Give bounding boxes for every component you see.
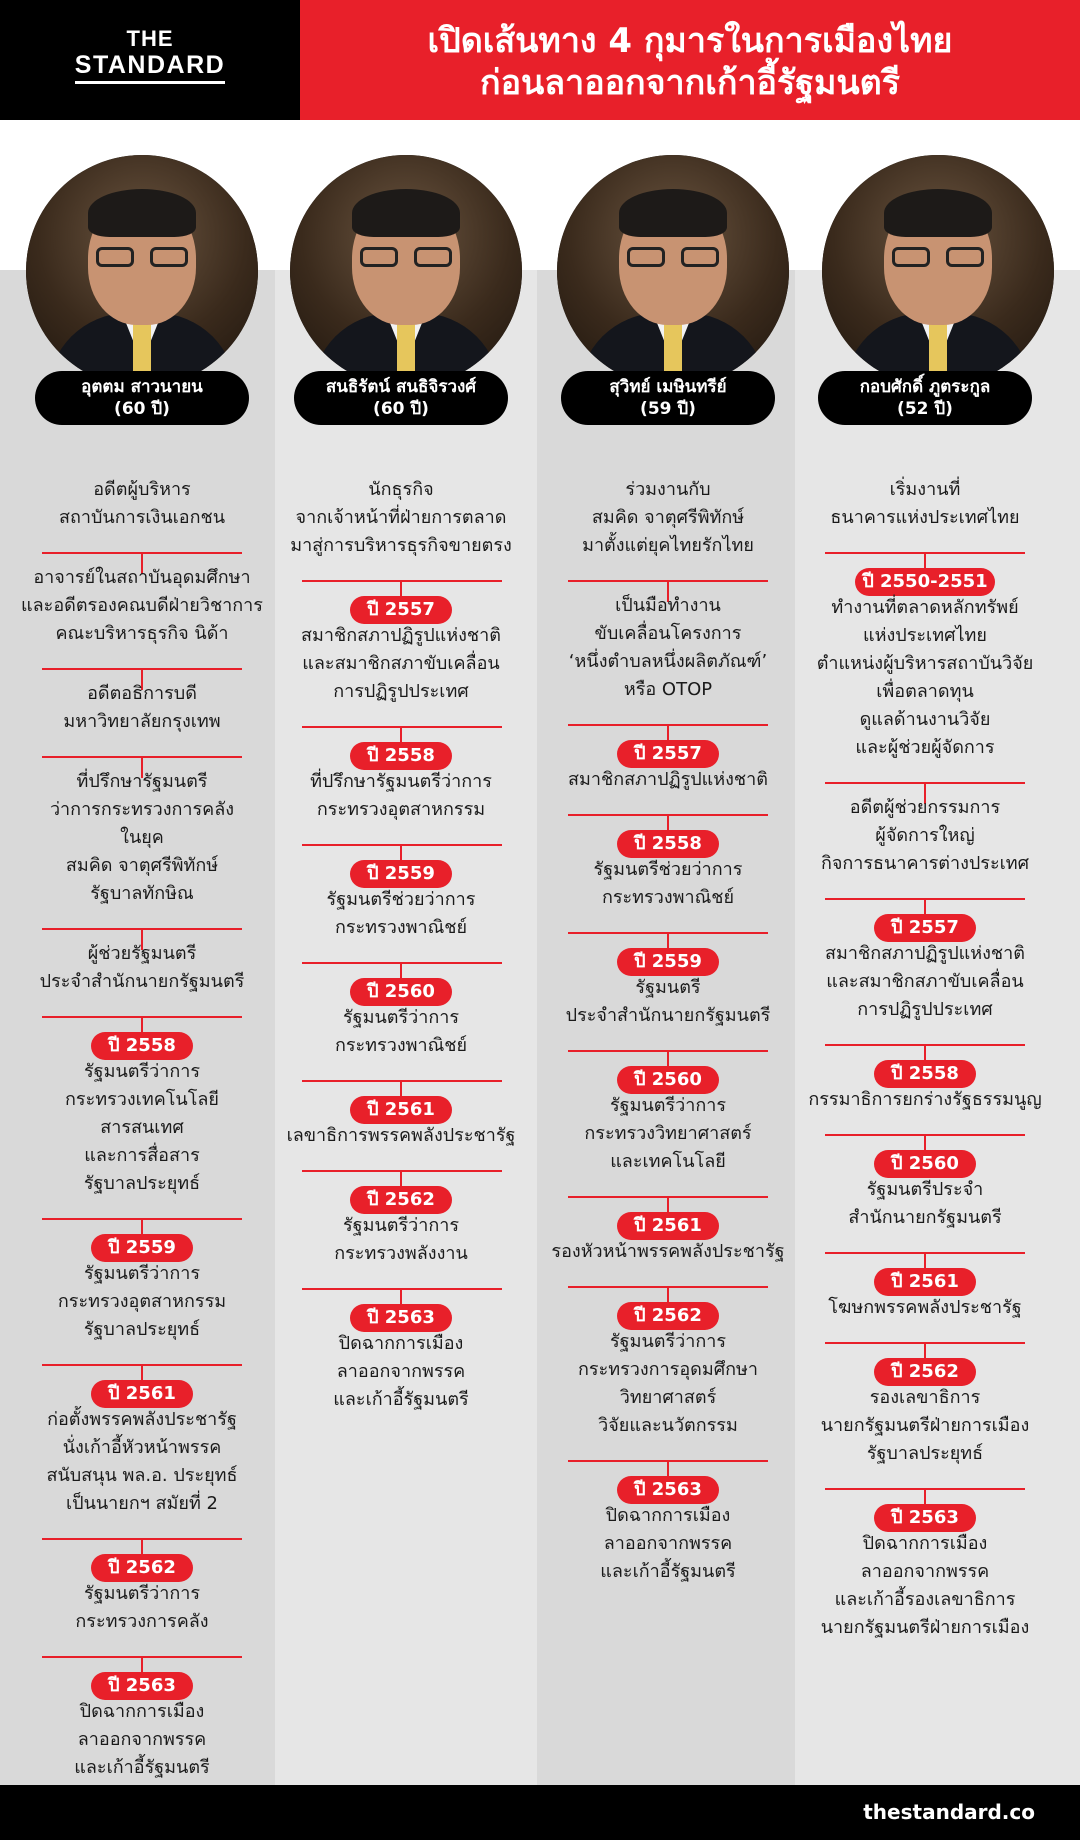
timeline-entry-line: วิทยาศาสตร์ — [619, 1387, 717, 1408]
timeline-entry-line: ที่ปรึกษารัฐมนตรี — [76, 771, 208, 792]
footer — [0, 1785, 1080, 1840]
timeline-entry-line: สมาชิกสภาปฏิรูปแห่งชาติ — [825, 943, 1025, 964]
year-badge: ปี 2559 — [350, 860, 452, 888]
year-badge: ปี 2558 — [350, 742, 452, 770]
timeline-entry-line: กระทรวงการคลัง — [75, 1611, 209, 1632]
timeline-entry — [528, 1238, 808, 1266]
timeline-entry-line: ‘หนึ่งตำบลหนึ่งผลิตภัณฑ์’ — [568, 651, 768, 672]
year-badge: ปี 2562 — [617, 1302, 719, 1330]
glasses-lens — [96, 247, 134, 267]
year-badge: ปี 2562 — [350, 1186, 452, 1214]
timeline-entry — [528, 766, 808, 794]
glasses-lens — [150, 247, 188, 267]
person-name-label — [818, 371, 1032, 425]
timeline-entry — [785, 794, 1065, 878]
portrait-glasses — [360, 247, 452, 269]
person-name-label — [294, 371, 508, 425]
timeline-entry-line: กระทรวงวิทยาศาสตร์ — [584, 1123, 752, 1144]
timeline-entry-line: และสมาชิกสภาขับเคลื่อน — [826, 971, 1024, 992]
timeline-entry-line: ทำงานที่ตลาดหลักทรัพย์ — [831, 597, 1019, 618]
person-name: กอบศักดิ์ ภูตระกูล — [859, 377, 991, 397]
timeline-entry — [2, 768, 282, 908]
timeline-entry-line: รัฐมนตรีว่าการ — [342, 1007, 459, 1028]
timeline-entry — [2, 476, 282, 532]
timeline-entry — [528, 1092, 808, 1176]
year-badge: ปี 2558 — [874, 1060, 976, 1088]
timeline-entry-line: รัฐมนตรีว่าการ — [83, 1061, 200, 1082]
timeline-entry-line: ลาออกจากพรรค — [603, 1533, 733, 1554]
title-block — [300, 0, 1080, 120]
timeline-entry-line: สนับสนุน พล.อ. ประยุทธ์ — [46, 1465, 238, 1486]
timeline-entry-line: เพื่อตลาดทุน — [876, 681, 974, 702]
timeline-entry-line: กระทรวงพาณิชย์ — [601, 887, 735, 908]
timeline-entry-line: อดีตผู้ช่วยกรรมการ — [849, 797, 1001, 818]
timeline-divider — [302, 962, 502, 964]
timeline-entry-line: รัฐมนตรีช่วยว่าการ — [326, 889, 476, 910]
timeline-entry-line: สำนักนายกรัฐมนตรี — [848, 1207, 1002, 1228]
portrait-glasses — [892, 247, 984, 269]
timeline-entry-line: กระทรวงเทคโนโลยี — [65, 1089, 219, 1110]
timeline-entry-line: และเก้าอี้รัฐมนตรี — [333, 1389, 469, 1410]
timeline-entry — [528, 856, 808, 912]
timeline-entry-line: และเก้าอี้รองเลขาธิการ — [834, 1589, 1016, 1610]
timeline-entry-line: ธนาคารแห่งประเทศไทย — [830, 507, 1020, 528]
timeline-entry — [2, 1058, 282, 1198]
timeline-entry-line: คณะบริหารธุรกิจ นิด้า — [55, 623, 229, 644]
timeline-entry-line: ที่ปรึกษารัฐมนตรีว่าการ — [310, 771, 492, 792]
glasses-lens — [946, 247, 984, 267]
timeline-entry-line: รัฐมนตรีว่าการ — [83, 1583, 200, 1604]
timeline-entry-line: กระทรวงการอุดมศึกษา — [578, 1359, 758, 1380]
timeline-entry-line: วิจัยและนวัตกรรม — [598, 1415, 738, 1436]
timeline-entry-line: ลาออกจากพรรค — [77, 1729, 207, 1750]
year-badge: ปี 2561 — [91, 1380, 193, 1408]
timeline-entry-line: เริ่มงานที่ — [889, 479, 961, 500]
timeline-entry-line: มาตั้งแต่ยุคไทยรักไทย — [582, 535, 754, 556]
timeline-entry-line: รัฐมนตรี — [635, 977, 701, 998]
year-badge: ปี 2563 — [91, 1672, 193, 1700]
timeline-entry-line: รัฐบาลประยุทธ์ — [83, 1319, 201, 1340]
timeline-entry — [2, 1580, 282, 1636]
timeline-entry-line: ผู้ช่วยรัฐมนตรี — [87, 943, 197, 964]
year-badge: ปี 2559 — [91, 1234, 193, 1262]
brand-logo[interactable] — [0, 28, 300, 84]
timeline-entry-line: ในยุค — [120, 827, 164, 848]
timeline-entry — [261, 1212, 541, 1268]
timeline-entry-line: สมาชิกสภาปฏิรูปแห่งชาติ — [301, 625, 501, 646]
timeline-entry — [785, 1384, 1065, 1468]
timeline-divider — [302, 1288, 502, 1290]
timeline-divider — [302, 580, 502, 582]
timeline-entry-line: กระทรวงพาณิชย์ — [334, 917, 468, 938]
year-badge: ปี 2563 — [350, 1304, 452, 1332]
year-badge: ปี 2558 — [91, 1032, 193, 1060]
timeline-divider — [302, 844, 502, 846]
portrait-hair — [619, 189, 727, 237]
timeline-entry-line: และเทคโนโลยี — [610, 1151, 726, 1172]
timeline-entry-line: การปฏิรูปประเทศ — [333, 681, 469, 702]
timeline-divider — [302, 1080, 502, 1082]
timeline-entry — [785, 594, 1065, 762]
timeline-entry-line: อาจารย์ในสถาบันอุดมศึกษา — [33, 567, 251, 588]
timeline-entry-line: ดูแลด้านงานวิจัย — [859, 709, 991, 730]
portrait-glasses — [627, 247, 719, 269]
footer-site-link[interactable]: thestandard.co — [863, 1800, 1035, 1824]
timeline-entry — [528, 1502, 808, 1586]
person-name-label — [561, 371, 775, 425]
timeline-entry — [261, 622, 541, 706]
glasses-lens — [627, 247, 665, 267]
portrait-hair — [884, 189, 992, 237]
timeline-entry-line: หรือ OTOP — [623, 679, 713, 700]
portrait-hair — [352, 189, 460, 237]
brand-block — [0, 0, 300, 120]
timeline-entry-line: มาสู่การบริหารธุรกิจขายตรง — [290, 535, 512, 556]
timeline-entry-line: แห่งประเทศไทย — [863, 625, 987, 646]
timeline-entry-line: กระทรวงอุตสาหกรรม — [316, 799, 486, 820]
timeline-entry-line: รัฐมนตรีว่าการ — [83, 1263, 200, 1284]
timeline-divider — [302, 726, 502, 728]
timeline-entry-line: ตำแหน่งผู้บริหารสถาบันวิจัย — [816, 653, 1034, 674]
brand-line2: STANDARD — [75, 53, 225, 84]
brand-line1: THE — [126, 26, 174, 51]
timeline-entry-line: ปิดฉากการเมือง — [862, 1533, 988, 1554]
timeline-entry-line: นายกรัฐมนตรีฝ่ายการเมือง — [820, 1415, 1030, 1436]
timeline-entry-line: รัฐมนตรีประจำ — [866, 1179, 984, 1200]
portrait-photo — [557, 155, 789, 387]
timeline-entry-line: กระทรวงพลังงาน — [334, 1243, 468, 1264]
timeline-entry — [785, 1530, 1065, 1642]
year-badge: ปี 2563 — [617, 1476, 719, 1504]
timeline-entry — [2, 1698, 282, 1782]
timeline-entry-line: สารสนเทศ — [100, 1117, 184, 1138]
glasses-lens — [414, 247, 452, 267]
timeline-entry-line: รัฐบาลประยุทธ์ — [83, 1173, 201, 1194]
timeline-entry-line: ปิดฉากการเมือง — [338, 1333, 464, 1354]
timeline-entry-line: สมาชิกสภาปฏิรูปแห่งชาติ — [568, 769, 768, 790]
person-age: (59 ปี) — [640, 399, 696, 419]
timeline-entry-line: รัฐบาลทักษิณ — [90, 883, 194, 904]
timeline-entry-line: รัฐมนตรีว่าการ — [342, 1215, 459, 1236]
timeline-entry — [261, 886, 541, 942]
person-name: อุตตม สาวนายน — [81, 377, 203, 397]
person-age: (60 ปี) — [373, 399, 429, 419]
timeline-entry-line: นายกรัฐมนตรีฝ่ายการเมือง — [820, 1617, 1030, 1638]
timeline-entry-line: นักธุรกิจ — [368, 479, 434, 500]
timeline-entry — [2, 564, 282, 648]
year-badge: ปี 2560 — [874, 1150, 976, 1178]
year-badge: ปี 2560 — [350, 978, 452, 1006]
timeline-entry-line: กระทรวงพาณิชย์ — [334, 1035, 468, 1056]
year-badge: ปี 2557 — [617, 740, 719, 768]
timeline-entry-line: สถาบันการเงินเอกชน — [58, 507, 226, 528]
year-badge: ปี 2560 — [617, 1066, 719, 1094]
timeline-entry-line: สมคิด จาตุศรีพิทักษ์ — [65, 855, 219, 876]
timeline-entry-line: ว่าการกระทรวงการคลัง — [49, 799, 235, 820]
person-age: (52 ปี) — [897, 399, 953, 419]
timeline-entry-line: และการสื่อสาร — [84, 1145, 200, 1166]
timeline-entry-line: สมคิด จาตุศรีพิทักษ์ — [591, 507, 745, 528]
page-title-line1: เปิดเส้นทาง 4 กุมารในการเมืองไทย — [427, 21, 953, 61]
timeline-entry-line: ขับเคลื่อนโครงการ — [594, 623, 742, 644]
year-badge: ปี 2558 — [617, 830, 719, 858]
timeline-entry-line: ประจำสำนักนายกรัฐมนตรี — [565, 1005, 771, 1026]
timeline-entry — [785, 476, 1065, 532]
portrait-glasses — [96, 247, 188, 269]
timeline-entry-line: ประจำสำนักนายกรัฐมนตรี — [39, 971, 245, 992]
year-badge: ปี 2562 — [874, 1358, 976, 1386]
glasses-lens — [360, 247, 398, 267]
timeline-entry-line: ร่วมงานกับ — [625, 479, 711, 500]
timeline-entry-line: และเก้าอี้รัฐมนตรี — [600, 1561, 736, 1582]
portrait-photo — [822, 155, 1054, 387]
timeline-divider — [302, 1170, 502, 1172]
timeline-entry — [261, 1330, 541, 1414]
year-badge: ปี 2557 — [350, 596, 452, 624]
timeline-entry — [528, 592, 808, 704]
timeline-entry-line: ปิดฉากการเมือง — [605, 1505, 731, 1526]
timeline-entry-line: รัฐมนตรีว่าการ — [609, 1331, 726, 1352]
portrait-photo — [26, 155, 258, 387]
header — [0, 0, 1080, 120]
glasses-lens — [892, 247, 930, 267]
year-badge: ปี 2550-2551 — [855, 568, 995, 596]
timeline-entry — [785, 1294, 1065, 1322]
timeline-entry-line: และผู้ช่วยผู้จัดการ — [855, 737, 995, 758]
timeline-entry — [528, 476, 808, 560]
page-title-line2: ก่อนลาออกจากเก้าอี้รัฐมนตรี — [480, 63, 900, 103]
timeline-entry-line: ลาออกจากพรรค — [336, 1361, 466, 1382]
timeline-entry-line: อดีตผู้บริหาร — [93, 479, 191, 500]
timeline-entry — [528, 1328, 808, 1440]
timeline-entry-line: และอดีตรองคณบดีฝ่ายวิชาการ — [21, 595, 263, 616]
timeline-entry — [2, 680, 282, 736]
timeline-entry-line: นั่งเก้าอี้หัวหน้าพรรค — [62, 1437, 222, 1458]
year-badge: ปี 2561 — [874, 1268, 976, 1296]
timeline-entry — [785, 1086, 1065, 1114]
timeline-entry — [261, 1122, 541, 1150]
person-age: (60 ปี) — [114, 399, 170, 419]
year-badge: ปี 2559 — [617, 948, 719, 976]
timeline-entry-line: และสมาชิกสภาขับเคลื่อน — [302, 653, 500, 674]
timeline-entry-line: รัฐมนตรีว่าการ — [609, 1095, 726, 1116]
portrait-photo — [290, 155, 522, 387]
person-name: สุวิทย์ เมษินทรีย์ — [609, 377, 727, 397]
timeline-entry-line: เป็นนายกฯ สมัยที่ 2 — [65, 1493, 218, 1514]
timeline-entry-line: เป็นมือทำงาน — [615, 595, 721, 616]
timeline-entry — [528, 974, 808, 1030]
portrait-hair — [88, 189, 196, 237]
year-badge: ปี 2561 — [617, 1212, 719, 1240]
year-badge: ปี 2563 — [874, 1504, 976, 1532]
glasses-lens — [681, 247, 719, 267]
timeline-entry-line: กรรมาธิการยกร่างรัฐธรรมนูญ — [808, 1089, 1042, 1110]
timeline-entry-line: มหาวิทยาลัยกรุงเทพ — [63, 711, 221, 732]
timeline-entry-line: ก่อตั้งพรรคพลังประชารัฐ — [47, 1409, 237, 1430]
timeline-entry-line: จากเจ้าหน้าที่ฝ่ายการตลาด — [295, 507, 507, 528]
timeline-entry — [2, 1406, 282, 1518]
timeline-entry-line: และเก้าอี้รัฐมนตรี — [74, 1757, 210, 1778]
year-badge: ปี 2561 — [350, 1096, 452, 1124]
timeline-entry-line: โฆษกพรรคพลังประชารัฐ — [828, 1297, 1022, 1318]
timeline-entry-line: รองเลขาธิการ — [869, 1387, 981, 1408]
person-name: สนธิรัตน์ สนธิจิรวงศ์ — [325, 377, 477, 397]
timeline-entry — [261, 1004, 541, 1060]
timeline-entry-line: ปิดฉากการเมือง — [79, 1701, 205, 1722]
person-name-label — [35, 371, 249, 425]
timeline-entry — [785, 940, 1065, 1024]
timeline-entry-line: ผู้จัดการใหญ่ — [875, 825, 975, 846]
timeline-entry — [785, 1176, 1065, 1232]
timeline-entry-line: เลขาธิการพรรคพลังประชารัฐ — [286, 1125, 516, 1146]
year-badge: ปี 2557 — [874, 914, 976, 942]
timeline-entry-line: รัฐบาลประยุทธ์ — [866, 1443, 984, 1464]
timeline-entry-line: การปฏิรูปประเทศ — [857, 999, 993, 1020]
year-badge: ปี 2562 — [91, 1554, 193, 1582]
timeline-entry — [2, 940, 282, 996]
timeline-entry-line: รองหัวหน้าพรรคพลังประชารัฐ — [551, 1241, 785, 1262]
timeline-entry — [2, 1260, 282, 1344]
timeline-entry-line: ลาออกจากพรรค — [860, 1561, 990, 1582]
timeline-entry-line: กระทรวงอุตสาหกรรม — [57, 1291, 227, 1312]
timeline-entry — [261, 476, 541, 560]
timeline-entry-line: อดีตอธิการบดี — [87, 683, 197, 704]
timeline-entry — [261, 768, 541, 824]
timeline-entry-line: รัฐมนตรีช่วยว่าการ — [593, 859, 743, 880]
timeline-entry-line: กิจการธนาคารต่างประเทศ — [820, 853, 1030, 874]
